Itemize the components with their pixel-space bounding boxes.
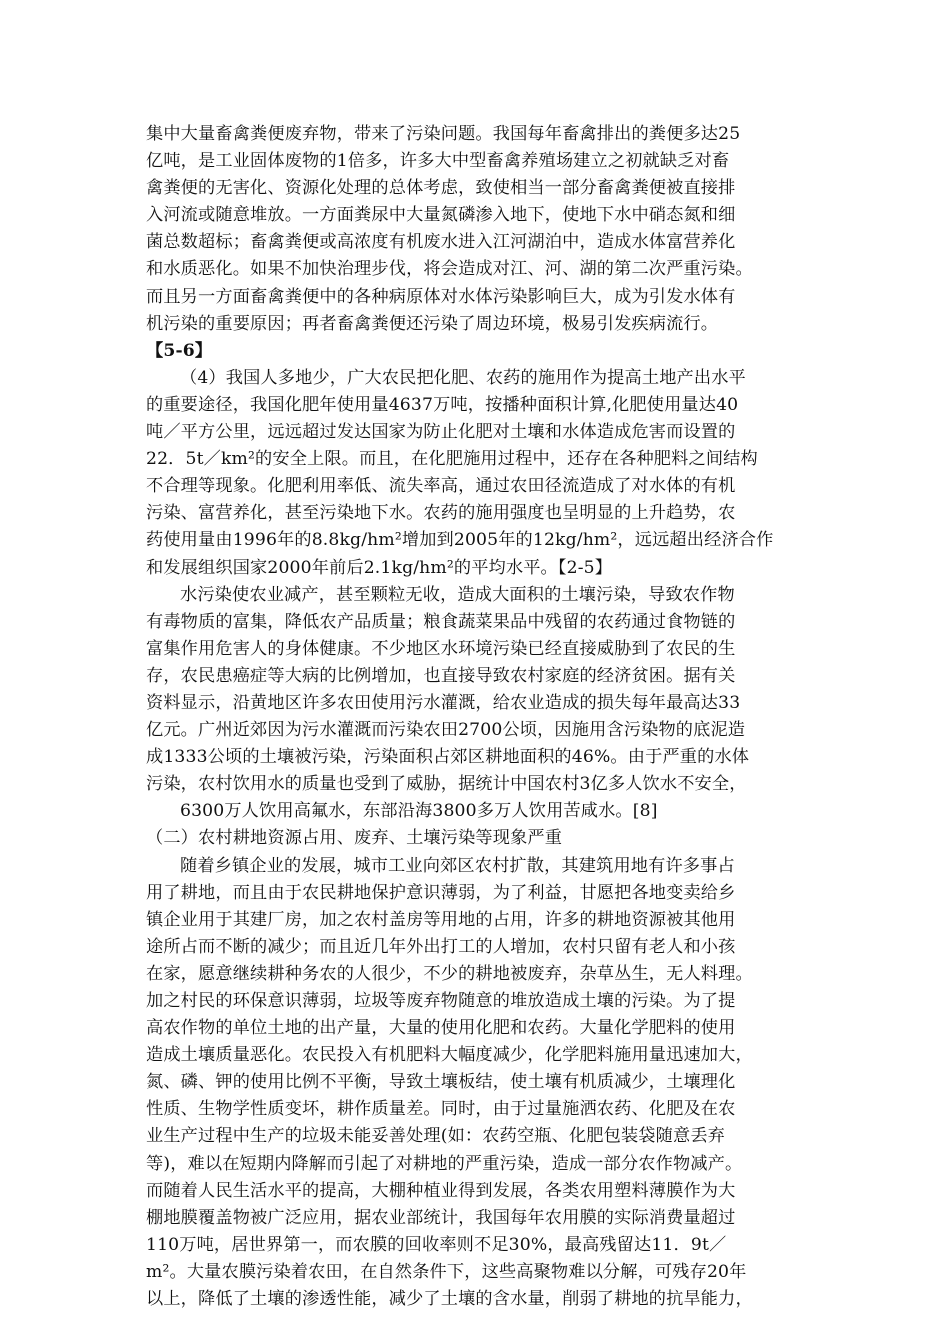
text-line: 以上，降低了土壤的渗透性能，减少了土壤的含水量，削弱了耕地的抗旱能力，: [146, 1289, 753, 1310]
text-line: 的重要途径，我国化肥年使用量4637万吨，按播种面积计算,化肥使用量达40: [146, 394, 739, 415]
text-line: 6300万人饮用高氟水，东部沿海3800多万人饮用苦咸水。[8]: [180, 801, 658, 822]
text-line: 存，农民患癌症等大病的比例增加，也直接导致农村家庭的经济贫困。据有关: [146, 665, 736, 686]
text-line: 和发展组织国家2000年前后2.1kg/hm²的平均水平。【2-5】: [146, 557, 613, 578]
text-line: 等)，难以在短期内降解而引起了对耕地的严重污染，造成一部分农作物减产。: [146, 1153, 743, 1174]
text-line: 集中大量畜禽粪便废弃物，带来了污染问题。我国每年畜禽排出的粪便多达25: [146, 124, 741, 144]
text-line: 入河流或随意堆放。一方面粪尿中大量氮磷渗入地下，使地下水中硝态氮和细: [146, 205, 736, 226]
text-line: 加之村民的环保意识薄弱，垃圾等废弃物随意的堆放造成土壤的污染。为了提: [146, 991, 736, 1011]
text-line: 【5-6】: [146, 340, 213, 361]
text-line: 吨／平方公里，远远超过发达国家为防止化肥对土壤和水体造成危害而设置的: [146, 422, 736, 443]
text-line: 亿吨，是工业固体废物的1倍多，许多大中型畜禽养殖场建立之初就缺乏对畜: [146, 151, 730, 172]
document-page: [146, 121, 826, 1313]
text-line: 有毒物质的富集，降低农产品质量；粮食蔬菜果品中残留的农药通过食物链的: [146, 611, 736, 632]
text-line: 随着乡镇企业的发展，城市工业向郊区农村扩散，其建筑用地有许多事占: [180, 855, 735, 876]
text-line: 污染，农村饮用水的质量也受到了威胁，据统计中国农村3亿多人饮水不安全，: [146, 774, 747, 795]
text-line: 造成土壤质量恶化。农民投入有机肥料大幅度减少，化学肥料施用量迅速加大，: [146, 1045, 753, 1066]
text-line: 而且另一方面畜禽粪便中的各种病原体对水体污染影响巨大，成为引发水体有: [146, 286, 736, 307]
text-line: 用了耕地，而且由于农民耕地保护意识薄弱，为了利益，甘愿把各地变卖给乡: [146, 882, 736, 903]
text-line: 棚地膜覆盖物被广泛应用，据农业部统计，我国每年农用膜的实际消费量超过: [146, 1207, 736, 1228]
text-line: 污染、富营养化，甚至污染地下水。农药的施用强度也呈明显的上升趋势，农: [146, 503, 736, 524]
text-line: 亿元。广州近郊因为污水灌溉而污染农田2700公顷，因施用含污染物的底泥造: [146, 720, 746, 741]
text-line: 氮、磷、钾的使用比例不平衡，导致土壤板结，使土壤有机质减少，土壤理化: [146, 1072, 736, 1093]
text-line: 不合理等现象。化肥利用率低、流失率高，通过农田径流造成了对水体的有机: [146, 476, 736, 497]
text-line: 药使用量由1996年的8.8kg/hm²增加到2005年的12kg/hm²，远远超出经济合作: [146, 530, 774, 551]
text-line: （4）我国人多地少，广大农民把化肥、农药的施用作为提高土地产出水平: [180, 367, 746, 388]
text-line: 机污染的重要原因；再者畜禽粪便还污染了周边环境，极易引发疾病流行。: [146, 313, 719, 334]
text-line: 水污染使农业减产，甚至颗粒无收，造成大面积的土壤污染，导致农作物: [180, 584, 735, 605]
text-line: 镇企业用于其建厂房，加之农村盖房等用地的占用，许多的耕地资源被其他用: [146, 909, 736, 930]
text-line: 在家，愿意继续耕种务农的人很少，不少的耕地被废弃，杂草丛生，无人料理。: [146, 963, 753, 984]
text-line: 富集作用危害人的身体健康。不少地区水环境污染已经直接威胁到了农民的生: [146, 638, 736, 659]
text-line: m²。大量农膜污染着农田，在自然条件下，这些高聚物难以分解，可残存20年: [146, 1261, 747, 1282]
text-line: 而随着人民生活水平的提高，大棚种植业得到发展，各类农用塑料薄膜作为大: [146, 1180, 736, 1201]
text-line: 高农作物的单位土地的出产量，大量的使用化肥和农药。大量化学肥料的使用: [146, 1018, 736, 1039]
text-line: 性质、生物学性质变坏，耕作质量差。同时，由于过量施洒农药、化肥及在农: [146, 1099, 736, 1120]
text-line: 22．5t／km²的安全上限。而且，在化肥施用过程中，还存在各种肥料之间结构: [146, 449, 758, 470]
text-line: 禽粪便的无害化、资源化处理的总体考虑，致使相当一部分畜禽粪便被直接排: [146, 178, 736, 199]
text-line: 110万吨，居世界第一，而农膜的回收率则不足30%，最高残留达11．9t／: [146, 1234, 727, 1255]
text-line: 途所占而不断的减少；而且近几年外出打工的人增加，农村只留有老人和小孩: [146, 936, 736, 957]
text-line: （二）农村耕地资源占用、废弃、土壤污染等现象严重: [146, 828, 563, 849]
text-line: 成1333公顷的土壤被污染，污染面积占郊区耕地面积的46%。由于严重的水体: [146, 747, 750, 768]
text-line: 菌总数超标；畜禽粪便或高浓度有机废水进入江河湖泊中，造成水体富营养化: [146, 232, 736, 253]
text-line: 资料显示，沿黄地区许多农田使用污水灌溉，给农业造成的损失每年最高达33: [146, 692, 741, 713]
text-line: 业生产过程中生产的垃圾未能妥善处理(如：农药空瓶、化肥包装袋随意丢弃: [146, 1126, 725, 1147]
text-line: 和水质恶化。如果不加快治理步伐，将会造成对江、河、湖的第二次严重污染。: [146, 259, 753, 280]
